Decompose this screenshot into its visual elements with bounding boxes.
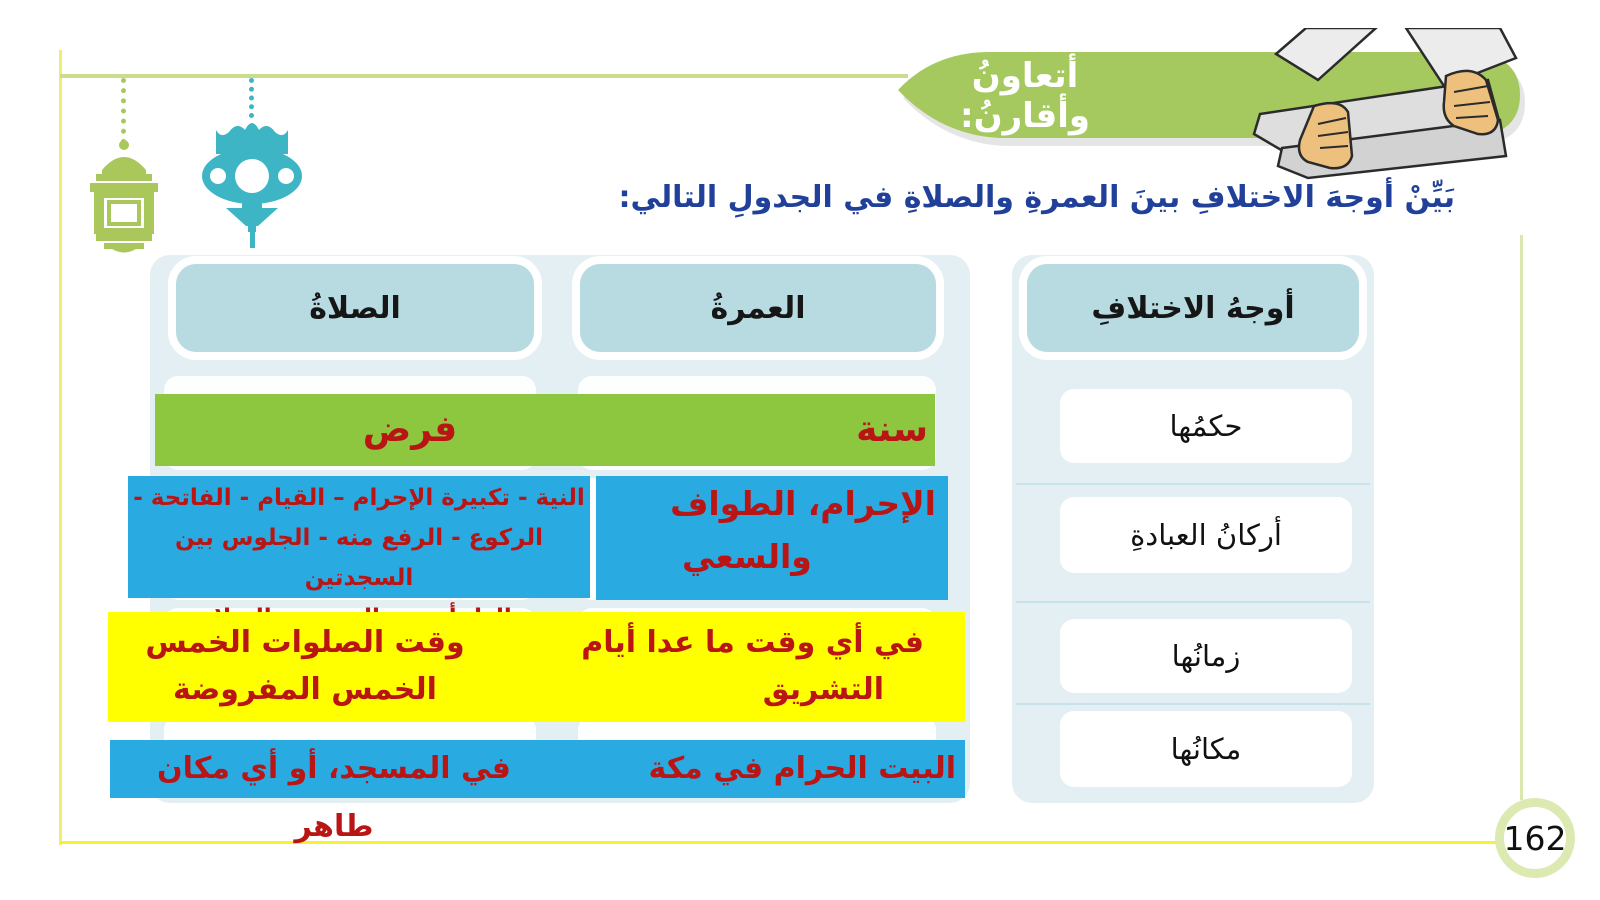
row-label-ruling: حكمُها [1060, 389, 1352, 463]
left-border-line [59, 50, 62, 845]
answer-umrah-pillars [596, 476, 948, 600]
hanging-lantern-icon [88, 140, 160, 256]
column-header-aspects: أوجهُ الاختلافِ [1027, 264, 1359, 352]
crossed-arms-illustration [1248, 28, 1528, 193]
umrah-pillars-line-2: والسعي [682, 537, 812, 576]
page-number: 162 [1503, 818, 1567, 858]
row-label-place: مكانُها [1060, 711, 1352, 787]
banner-title: أتعاونُ وأقارنُ: [959, 56, 1090, 136]
answer-prayer-place: في المسجد، أو أي مكان طاهر [157, 751, 511, 844]
umrah-time-line-1: في أي وقت ما عدا أيام [581, 625, 924, 660]
pillars-line-2: الركوع - الرفع منه - الجلوس بين السجدتين [174, 525, 543, 591]
label-row-divider [1016, 483, 1370, 485]
answer-prayer-ruling: فرض [362, 409, 458, 450]
hanging-ornament-icon [196, 112, 308, 252]
answer-umrah-place: البيت الحرام في مكة [648, 751, 956, 786]
exercise-title: بَيِّنْ أوجهَ الاختلافِ بينَ العمرةِ والصلاةِ في الجدولِ التالي: [618, 180, 1455, 215]
page-number-badge [1495, 798, 1575, 878]
right-border-line [1520, 235, 1523, 800]
lantern-chain-icon [121, 78, 126, 144]
column-header-prayer: الصلاةُ [176, 264, 534, 352]
top-border-line [60, 74, 908, 78]
row-label-time: زمانُها [1060, 619, 1352, 693]
label-row-divider [1016, 601, 1370, 603]
row-label-pillars: أركانُ العبادةِ [1060, 497, 1352, 573]
umrah-pillars-line-1: الإحرام، الطواف [670, 484, 936, 523]
answer-umrah-ruling: سنة [856, 409, 928, 450]
pillars-line-1: النية - تكبيرة الإحرام – القيام - الفاتحة - [133, 485, 585, 511]
column-header-umrah: العمرةُ [580, 264, 936, 352]
prayer-time-line-2: الخمس المفروضة [173, 672, 437, 707]
label-row-divider [1016, 703, 1370, 705]
prayer-time-line-1: وقت الصلوات الخمس [145, 625, 465, 660]
answer-prayer-time [140, 619, 470, 713]
umrah-time-line-2: التشريق [762, 672, 884, 707]
answer-prayer-pillars [128, 476, 590, 598]
answer-umrah-time [500, 619, 958, 713]
